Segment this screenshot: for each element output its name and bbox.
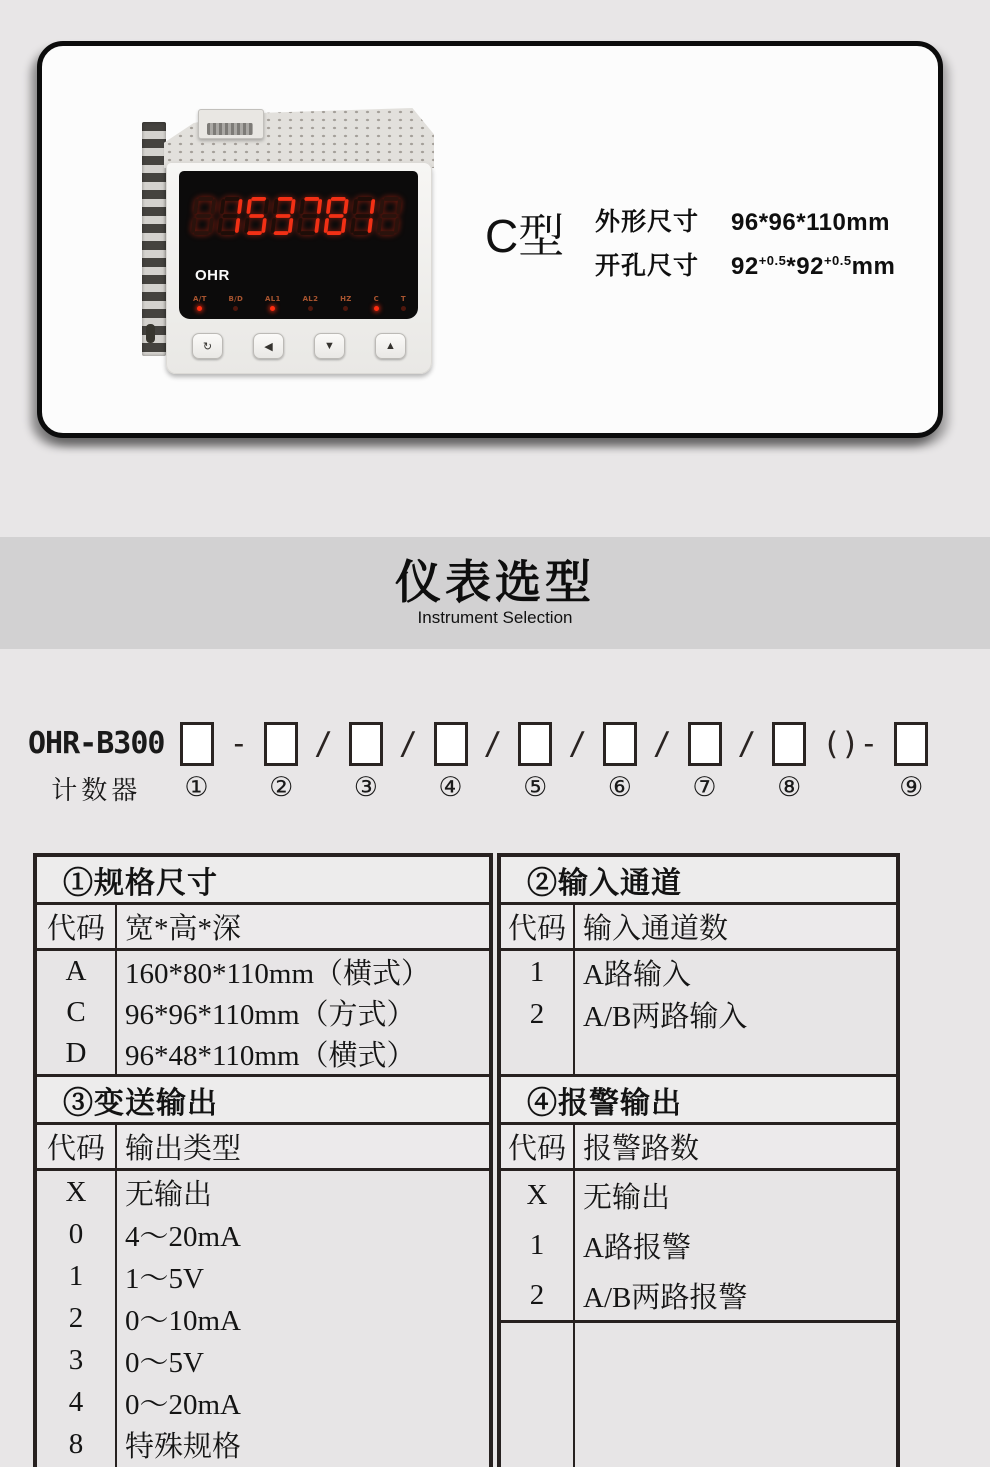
model-code-position: ⑦ xyxy=(692,772,717,802)
value-cell: 96*96*110mm（方式） xyxy=(125,999,416,1031)
table-data-block xyxy=(37,1171,489,1467)
led-off-icon xyxy=(233,306,238,311)
code-cell: 4 xyxy=(68,1385,84,1418)
table-data-block xyxy=(37,951,489,1077)
table-data-block xyxy=(501,1171,896,1323)
spec-value-cutout xyxy=(731,253,895,281)
value-cell: A路输入 xyxy=(583,958,691,991)
code-cells xyxy=(37,1171,117,1467)
led-label: C xyxy=(373,295,380,303)
led-on-icon xyxy=(197,306,202,311)
table-section-header: ①规格尺寸 xyxy=(37,857,489,905)
led-row xyxy=(193,295,406,311)
led-on-icon xyxy=(374,306,379,311)
model-code-box xyxy=(264,722,298,766)
led-item xyxy=(401,295,406,311)
cutout-tolerance: +0.5 xyxy=(823,253,852,268)
value-cell: 96*48*110mm（横式） xyxy=(125,1040,416,1072)
model-code-box xyxy=(688,722,722,766)
model-code-slot xyxy=(891,722,931,803)
model-code-separator: - xyxy=(229,726,249,762)
model-code-slot xyxy=(685,722,725,803)
up-button-icon: ▲ xyxy=(375,333,406,359)
table-subheader-row xyxy=(37,905,489,951)
code-cell: 1 xyxy=(529,1229,545,1261)
value-column-header: 宽*高*深 xyxy=(125,913,242,945)
model-code-position: ⑥ xyxy=(607,772,632,802)
value-column-header: 输入通道数 xyxy=(583,913,729,945)
cycle-button-icon: ↻ xyxy=(192,333,223,359)
led-off-icon xyxy=(401,306,406,311)
model-code-box xyxy=(434,722,468,766)
table-subheader-row xyxy=(501,905,896,951)
down-button-icon: ▼ xyxy=(314,333,345,359)
code-cell: X xyxy=(526,1179,548,1212)
value-cell: 0～5V xyxy=(125,1346,204,1379)
device-body xyxy=(164,108,434,376)
model-code-separator: / xyxy=(737,726,757,762)
code-cells xyxy=(37,951,117,1074)
code-cell: X xyxy=(65,1175,87,1208)
model-code-box xyxy=(180,722,214,766)
code-column-header: 代码 xyxy=(37,1125,117,1168)
code-cell: 2 xyxy=(529,997,545,1030)
model-code-slot xyxy=(431,722,471,803)
led-off-icon xyxy=(308,306,313,311)
led-on-icon xyxy=(270,306,275,311)
model-code-separator: ()- xyxy=(822,726,879,762)
device-mounting-clip xyxy=(198,109,264,139)
value-cell: 160*80*110mm（横式） xyxy=(125,958,431,990)
code-cells xyxy=(501,951,575,1074)
model-code-separator: / xyxy=(652,726,672,762)
value-cell: 4～20mA xyxy=(125,1220,242,1253)
model-code-box xyxy=(349,722,383,766)
empty-code-cell xyxy=(501,1323,575,1467)
led-label: HZ xyxy=(340,295,352,303)
section-banner xyxy=(0,537,990,649)
banner-subtitle: Instrument Selection xyxy=(417,607,573,627)
led-item xyxy=(265,295,281,311)
spec-row-outline xyxy=(595,202,895,246)
model-code-position: ⑨ xyxy=(899,772,924,802)
model-code-slot xyxy=(261,722,301,803)
led-item xyxy=(340,295,352,311)
value-cell: 无输出 xyxy=(125,1178,213,1211)
device-heatsink-fins xyxy=(142,122,166,356)
led-label: AL2 xyxy=(302,295,319,303)
model-code-line xyxy=(28,722,931,807)
value-cell: A/B两路输入 xyxy=(583,1000,748,1033)
value-cell: A/B两路报警 xyxy=(583,1281,748,1314)
code-column-header: 代码 xyxy=(501,1125,575,1168)
table-section-header: ②输入通道 xyxy=(501,857,896,905)
device-front-panel xyxy=(166,162,432,374)
brand-logo: OHR xyxy=(195,267,230,284)
model-code-slot xyxy=(515,722,555,803)
device-side-slot xyxy=(146,324,155,343)
code-cell: 1 xyxy=(68,1259,84,1292)
table-section-header: ③变送输出 xyxy=(37,1077,489,1125)
model-code-position: ② xyxy=(269,772,294,802)
spec-value: 96*96*110mm xyxy=(731,209,890,236)
value-cell: 1～5V xyxy=(125,1262,204,1295)
model-code-position: ① xyxy=(184,772,209,802)
cutout-separator: * xyxy=(786,253,797,280)
cutout-base: 92 xyxy=(731,253,759,280)
code-column-header: 代码 xyxy=(37,905,117,948)
led-off-icon xyxy=(343,306,348,311)
led-item xyxy=(193,295,207,311)
empty-value-cell xyxy=(575,1323,896,1467)
code-cell: 1 xyxy=(529,955,545,988)
value-cells xyxy=(575,1171,896,1320)
model-code-box xyxy=(772,722,806,766)
model-code-slot xyxy=(600,722,640,803)
seven-segment-display xyxy=(189,193,408,239)
value-cell: 0～20mA xyxy=(125,1388,242,1421)
value-cell: 特殊规格 xyxy=(125,1430,242,1463)
led-label: B/D xyxy=(228,295,244,303)
table-subheader-row xyxy=(501,1125,896,1171)
model-code-slots xyxy=(177,722,932,803)
led-item xyxy=(303,295,319,311)
model-type-label: C型 xyxy=(485,210,565,262)
code-cells xyxy=(501,1171,575,1320)
model-prefix-column xyxy=(28,722,165,807)
value-column-header: 输出类型 xyxy=(125,1133,242,1165)
led-label: A/T xyxy=(193,295,207,303)
selection-table-left xyxy=(33,853,493,1467)
value-column-header: 报警路数 xyxy=(583,1133,700,1165)
spec-list xyxy=(595,202,895,290)
model-code-position: ③ xyxy=(353,772,378,802)
selection-table-right xyxy=(497,853,900,1467)
left-button-icon: ◀ xyxy=(253,333,284,359)
led-label: T xyxy=(400,295,406,303)
cutout-unit: mm xyxy=(851,253,896,280)
value-cells xyxy=(117,951,489,1074)
code-cell: D xyxy=(65,1037,87,1069)
value-cell: 0～10mA xyxy=(125,1304,242,1337)
value-cell: 无输出 xyxy=(583,1182,671,1215)
model-code-separator: / xyxy=(483,726,503,762)
device-display-panel xyxy=(179,171,418,319)
table-empty-block xyxy=(501,1323,896,1467)
model-code-separator: / xyxy=(398,726,418,762)
model-code-slot xyxy=(177,722,217,803)
code-column-header: 代码 xyxy=(501,905,575,948)
spec-label: 开孔尺寸 xyxy=(595,252,700,280)
code-cell: A xyxy=(65,955,87,987)
spec-row-cutout xyxy=(595,246,895,290)
code-cell: 2 xyxy=(68,1301,84,1334)
code-cell: C xyxy=(66,996,86,1028)
device-buttons xyxy=(176,325,422,367)
led-item xyxy=(229,295,244,311)
value-cells xyxy=(575,951,896,1074)
table-subheader-row xyxy=(37,1125,489,1171)
product-label: 计数器 xyxy=(51,776,142,805)
model-code-position: ④ xyxy=(438,772,463,802)
model-code-box xyxy=(603,722,637,766)
product-card xyxy=(37,41,943,438)
code-cell: 0 xyxy=(68,1217,84,1250)
value-cells xyxy=(117,1171,489,1467)
value-cell: A路报警 xyxy=(583,1232,691,1264)
cutout-base: 92 xyxy=(796,253,824,280)
banner-title: 仪表选型 xyxy=(395,556,595,609)
model-code-slot xyxy=(769,722,809,803)
table-data-block xyxy=(501,951,896,1077)
led-label: AL1 xyxy=(265,295,281,303)
model-code-separator: / xyxy=(568,726,587,762)
device-photo xyxy=(142,108,434,376)
device-screw xyxy=(207,123,253,135)
code-cell: 2 xyxy=(529,1278,545,1311)
code-cell: 3 xyxy=(68,1343,84,1376)
model-prefix: OHR-B300 xyxy=(28,726,165,761)
led-item xyxy=(374,295,379,311)
model-code-position: ⑧ xyxy=(777,772,802,802)
model-code-box xyxy=(518,722,552,766)
model-code-position: ⑤ xyxy=(523,772,548,802)
model-code-slot xyxy=(346,722,386,803)
code-cell: 8 xyxy=(68,1427,84,1460)
model-code-separator: / xyxy=(314,726,333,762)
cutout-tolerance: +0.5 xyxy=(758,253,787,268)
spec-label: 外形尺寸 xyxy=(595,208,700,236)
table-section-header: ④报警输出 xyxy=(501,1077,896,1125)
model-code-box xyxy=(894,722,928,766)
